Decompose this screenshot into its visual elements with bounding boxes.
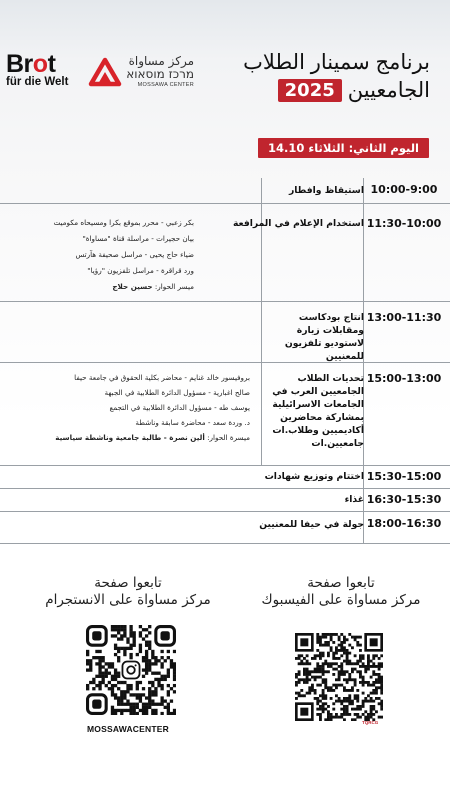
brot-logo-word: Brot <box>6 50 56 78</box>
brot-logo-subtitle: für die Welt <box>6 76 69 88</box>
mossawa-name-english: MOSSAWA CENTER <box>137 82 194 88</box>
mossawa-name-arabic: مركز مساواة <box>128 54 194 68</box>
speaker-item: صالح اغبارية - مسؤول الدائرة الطلابية في الجبهة <box>104 388 250 397</box>
facebook-follow-text <box>246 575 436 609</box>
table-row <box>0 362 450 465</box>
instagram-follow-text <box>28 575 228 609</box>
speaker-item: بيان حجيرات - مراسلة قناة "مساواة" <box>82 234 194 243</box>
speaker-item: بكر زعبي - محرر بموقع بكرا ومسيحاه مكوميت <box>53 218 194 227</box>
day-label-badge: اليوم الثاني: الثلاثاء 14.10 <box>258 138 429 158</box>
session-title: استيقاظ وافطار <box>288 185 364 196</box>
instagram-handle: MOSSAWACENTER <box>87 724 169 734</box>
speaker-item: بروفيسور خالد غنايم - محاضر بكلية الحقوق في جامعة حيفا <box>74 373 250 382</box>
qr-generator-tag: TQRCG <box>362 720 379 725</box>
mossawa-center-logo <box>88 54 194 94</box>
mossawa-name-hebrew: מרכז מוסאוא <box>126 67 194 81</box>
instagram-follow-line-1: تابعوا صفحة <box>94 575 162 591</box>
session-title: اختتام وتوزيع شهادات <box>264 471 364 482</box>
moderator-item: ميسرة الحوار: ألين نصرة - طالبة جامعية وناشطة سياسية <box>55 433 250 442</box>
page-title-line-2 <box>278 76 430 104</box>
instagram-follow-line-2: مركز مساواة على الانستجرام <box>45 592 211 608</box>
table-row <box>0 203 450 301</box>
session-time: 13:00-11:30 <box>366 311 442 324</box>
speaker-item: ضياء حاج يحيى - مراسل صحيفة هآرتس <box>75 250 194 259</box>
session-title: تحديات الطلاب الجامعيين العرب في الجامعات الاسرائيلية بمشاركة محاضرين أكاديميين وطلاب.ات جامعيين.ات <box>272 373 364 449</box>
moderator-item: ميسر الحوار: حسين حلاج <box>112 282 194 291</box>
session-time: 15:30-15:00 <box>366 470 442 483</box>
page-title-word: الجامعيين <box>347 78 430 102</box>
facebook-follow-line-1: تابعوا صفحة <box>307 575 375 591</box>
brot-fur-die-welt-logo <box>6 52 76 89</box>
table-row <box>0 301 450 362</box>
session-title: غذاء <box>344 494 364 505</box>
speaker-list <box>6 217 194 292</box>
session-time: 16:30-15:30 <box>366 493 442 506</box>
table-rule <box>0 543 450 544</box>
speaker-list <box>6 372 250 443</box>
session-time: 18:00-16:30 <box>366 517 442 530</box>
table-row <box>0 178 450 203</box>
session-time: 11:30-10:00 <box>366 217 442 230</box>
table-row <box>0 465 450 488</box>
speaker-item: يوسف طه - مسؤول الدائرة الطلابية في التجمع <box>109 403 250 412</box>
year-badge: 2025 <box>278 79 342 102</box>
instagram-qr-code-icon[interactable] <box>86 625 176 715</box>
session-title: انتاج بودكاست ومقابلات زيارة لاستوديو تلفزيون للمعنيين <box>284 312 364 362</box>
mossawa-logo-icon <box>88 54 122 90</box>
speaker-item: د. وردة سعد - محاضرة سابقة وناشطة <box>135 418 250 427</box>
session-time: 10:00-9:00 <box>370 183 438 196</box>
table-row <box>0 511 450 543</box>
instagram-icon <box>120 659 141 680</box>
speaker-item: ورد قراقرة - مراسل تلفزيون "رؤيا" <box>87 266 194 275</box>
session-title: جولة في حيفا للمعنيين <box>259 519 364 530</box>
session-title: استخدام الإعلام في المرافعة <box>232 218 364 229</box>
session-time: 15:00-13:00 <box>366 372 442 385</box>
facebook-follow-line-2: مركز مساواة على الفيسبوك <box>261 592 421 608</box>
facebook-qr-code-icon[interactable] <box>295 633 383 721</box>
page-title-line-1: برنامج سمينار الطلاب <box>243 51 430 74</box>
table-row <box>0 488 450 511</box>
